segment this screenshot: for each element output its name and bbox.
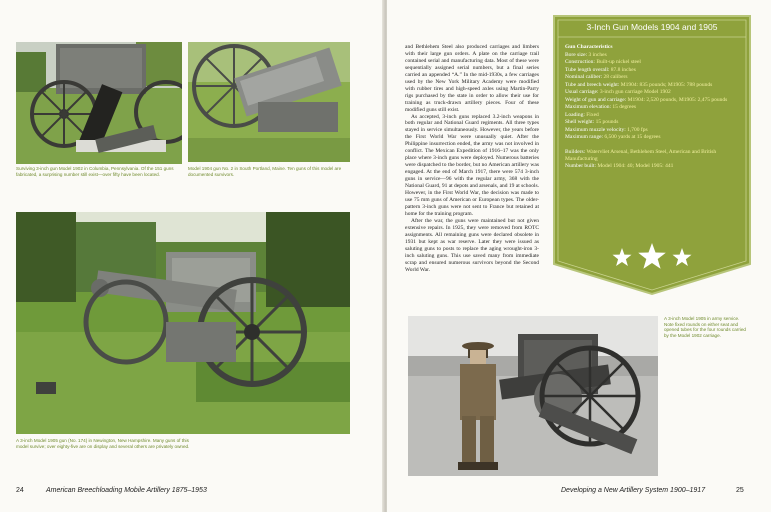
spec-value: Built-up nickel steel — [596, 59, 641, 66]
spec-label: Maximum muzzle velocity: — [565, 126, 626, 133]
spec-row — [565, 59, 741, 66]
spec-value: 87.8 inches — [610, 66, 636, 73]
spec-row — [565, 119, 741, 126]
spec-row — [565, 149, 741, 163]
spec-value: M1904: 835 pounds; M1905: 788 pounds — [620, 81, 713, 88]
spec-label: Bore size: — [565, 51, 588, 58]
spec-label: Builders: — [565, 148, 586, 155]
spec-label: Number built: — [565, 163, 597, 170]
body-text — [405, 44, 539, 273]
spec-label: Nominal caliber: — [565, 74, 603, 81]
running-title-right: Developing a New Artillery System 1900–1917 — [561, 487, 706, 494]
production-list — [565, 149, 741, 170]
spec-value: M1904: 2,520 pounds, M1905: 2,475 pounds — [627, 96, 728, 103]
photo-model-1905-army-service — [408, 316, 658, 476]
caption-bottom: A 3-inch Model 1905 gun (No. 174) in Newington, New Hampshire. Many guns of this model survive; over eighty-five are on display and several others are privately owned. — [16, 438, 190, 449]
spec-row — [565, 134, 741, 141]
caption-top-right: Model 1904 gun No. 2 in South Portland, Maine. Ten guns of this model are documented survivors. — [188, 166, 342, 177]
left-page — [0, 0, 384, 512]
spec-label: Tube length overall: — [565, 66, 610, 73]
spec-label: Shell weight: — [565, 119, 595, 126]
spec-row — [565, 112, 741, 119]
photo-model-1902-columbia — [16, 42, 182, 164]
spec-row — [565, 82, 741, 89]
spec-label: Weight of gun and carriage: — [565, 96, 627, 103]
spec-label: Maximum elevation: — [565, 104, 611, 111]
spec-value: 1,700 fps — [627, 126, 648, 133]
spec-label: Loading: — [565, 111, 585, 118]
spec-list — [565, 52, 741, 141]
spec-value: 15 pounds — [595, 119, 619, 126]
spec-value: 3 inches — [588, 51, 607, 58]
spec-value: 28 calibers — [603, 74, 628, 81]
stars-icon — [612, 242, 692, 272]
page-number-right: 25 — [736, 487, 744, 494]
spec-row — [565, 52, 741, 59]
spec-row — [565, 89, 741, 96]
sidebar-heading: Gun Characteristics — [565, 44, 613, 50]
spec-row — [565, 104, 741, 111]
spec-row — [565, 163, 741, 170]
body-paragraph: After the war, the guns were maintained but not given extensive repairs. In 1925, they were removed from ROTC assignments. All remaining guns were declared obsolete in 1931 but kept as war reserve. Later they were issued as saluting guns to posts to replace the aging wrought-iron 3-inch saluting guns. This use saved many from immediate scrap and ensured numerous survivors beyond the Second World War. — [405, 217, 539, 273]
photo-model-1904-south-portland — [188, 42, 350, 162]
spec-value: Model 1904: 40; Model 1905: 441 — [597, 163, 674, 170]
spec-label: Construction: — [565, 59, 595, 66]
spec-row — [565, 67, 741, 74]
page-number-left: 24 — [16, 487, 24, 494]
spec-value: Watervliet Arsenal, Bethlehem Steel, American and British Manufacturing — [565, 148, 717, 162]
spec-label: Maximum range: — [565, 134, 604, 141]
photo-model-1905-newington — [16, 212, 350, 434]
spec-value: 3-inch gun carriage Model 1902 — [599, 89, 671, 96]
gun-characteristics-sidebar — [552, 14, 752, 296]
spec-value: Fixed — [586, 111, 599, 118]
spec-label: Tube and breech weight: — [565, 81, 620, 88]
body-paragraph: As accepted, 3-inch guns replaced 3.2-inch weapons in both regular and National Guard regiments. All three types stayed in service simultaneously. However, the years before the First World War were unusually quiet. After the Philippine insurrection ended, the army was not involved in conflict. The Mexican Expedition of 1916–17 was the only place where 3-inch guns were deployed. Numerous batteries were dispatched to the border, but no American artillery was engaged. At the end of March 1917, there were 574 3-inch guns in service—96 with the regular army, 368 with the National Guard, 91 at depots and arsenals, and 19 at schools. However, in the First World War, the decision was made to use 75 mm guns of American or European types. The older-pattern 3-inch guns were not sent to France but retained at home for the training program. — [405, 113, 539, 217]
spec-value: 15 degrees — [612, 104, 637, 111]
sidebar-title: 3-Inch Gun Models 1904 and 1905 — [586, 22, 718, 32]
body-paragraph: and Bethlehem Steel also produced carriages and limbers with their large gun orders. A plate on the carriage trail contained serial and manufacturing data. Most of these were sequentially assigned serial numbers, but a final series carried an appended “A.” In the mid-1930s, a few carriages used by the New York Military Academy were modified with rubber tires and high-speed axles using Martin-Parry rigs purchased by the state in order to allow their use for training as truck-drawn artillery pieces. Four of these modified guns still exist. — [405, 44, 539, 113]
spec-row — [565, 127, 741, 134]
spec-row — [565, 74, 741, 81]
spec-row — [565, 97, 741, 104]
running-title-left: American Breechloading Mobile Artillery 1875–1953 — [46, 487, 207, 494]
caption-army-service: A 3-inch Model 1905 in army service. Note fixed rounds on either seat and opened tubes for the four rounds carried by the Model 1902 carriage. — [664, 316, 746, 338]
spec-value: 6,500 yards at 15 degrees — [604, 134, 661, 141]
sidebar-content — [565, 44, 741, 171]
spec-label: Usual carriage: — [565, 89, 599, 96]
caption-top-left: Surviving 3-inch gun Model 1902 in Columbia, Pennsylvania. Of the 151 guns fabricated, a surprising number still exist—over fifty have been located. — [16, 166, 174, 177]
